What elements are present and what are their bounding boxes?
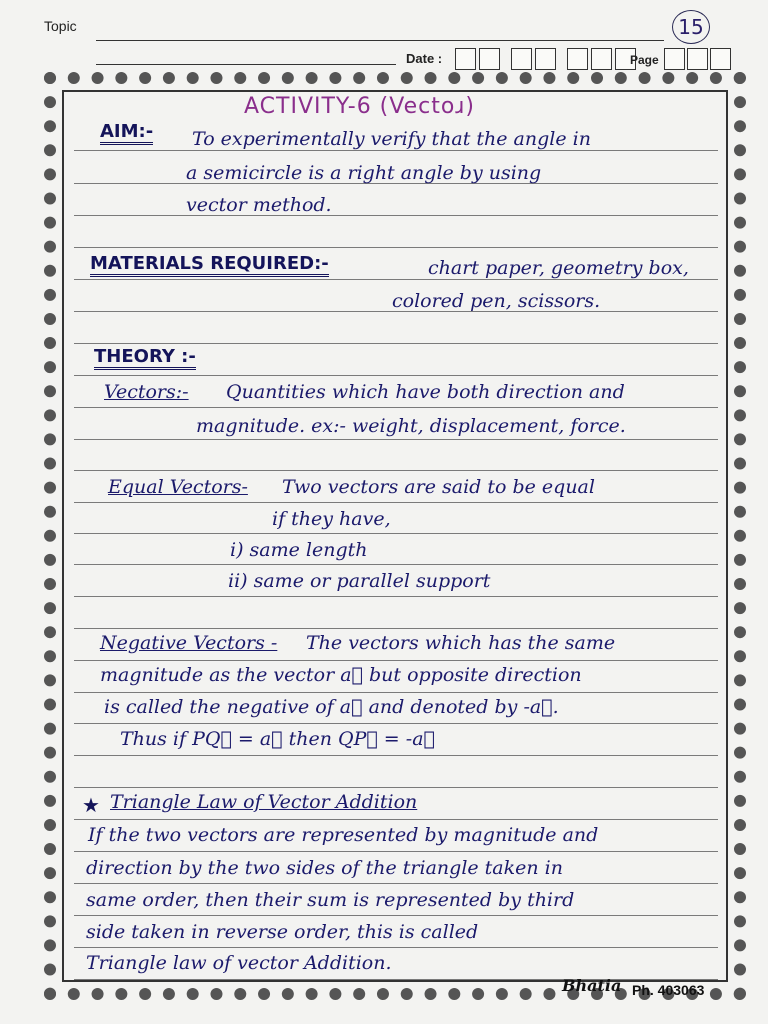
aim-line-3: vector method. (186, 194, 332, 216)
ruled-line (74, 819, 718, 820)
ruled-line (74, 564, 718, 565)
equal-line-4: ii) same or parallel support (228, 570, 491, 592)
date-box (567, 48, 588, 70)
ruled-line (74, 755, 718, 756)
date-line (96, 64, 396, 65)
brand-logo: Bhatia (562, 976, 622, 995)
inner-border (62, 90, 728, 982)
date-label: Date : (406, 51, 443, 66)
ruled-line (74, 150, 718, 151)
ruled-line (74, 979, 718, 980)
ruled-line (74, 628, 718, 629)
ruled-line (74, 502, 718, 503)
negative-vectors-label: Negative Vectors - (100, 632, 278, 654)
triangle-line-2: direction by the two sides of the triangle taken in (86, 857, 563, 879)
vectors-line-1: Quantities which have both direction and (226, 381, 625, 403)
page-box (664, 48, 685, 70)
equal-line-1: Two vectors are said to be equal (282, 476, 595, 498)
page-boxes (664, 48, 731, 70)
triangle-line-3: same order, then their sum is represented by third (86, 889, 575, 911)
ruled-line (74, 723, 718, 724)
negative-line-2: magnitude as the vector a⃗ but opposite direction (100, 664, 582, 686)
page-number-circle: 15 (672, 10, 710, 44)
activity-title: ACTIVITY-6 (Vectoɹ) (244, 94, 476, 119)
ruled-line (74, 915, 718, 916)
triangle-law-heading: Triangle Law of Vector Addition (110, 791, 418, 813)
ruled-line (74, 439, 718, 440)
equal-line-2: if they have, (272, 508, 391, 530)
page-label: Page (630, 53, 659, 67)
ruled-line (74, 851, 718, 852)
triangle-line-5: Triangle law of vector Addition. (86, 952, 392, 974)
ruled-line (74, 470, 718, 471)
ruled-line (74, 375, 718, 376)
date-box (591, 48, 612, 70)
ruled-line (74, 947, 718, 948)
topic-label: Topic (44, 18, 77, 34)
ruled-line (74, 279, 718, 280)
ruled-line (74, 660, 718, 661)
equal-vectors-label: Equal Vectors- (108, 476, 248, 498)
aim-heading: AIM:- (100, 121, 153, 145)
ruled-line (74, 692, 718, 693)
materials-heading: MATERIALS REQUIRED:- (90, 253, 329, 277)
ruled-line (74, 215, 718, 216)
date-box (535, 48, 556, 70)
negative-line-3: is called the negative of a⃗ and denoted by -a⃗. (104, 696, 559, 718)
theory-heading: THEORY :- (94, 346, 196, 370)
date-boxes (455, 48, 636, 70)
aim-line-1: To experimentally verify that the angle in (192, 128, 591, 150)
ruled-line (74, 533, 718, 534)
topic-line (96, 40, 664, 41)
triangle-line-4: side taken in reverse order, this is called (86, 921, 479, 943)
date-box (479, 48, 500, 70)
ruled-line (74, 407, 718, 408)
page-box (710, 48, 731, 70)
ruled-line (74, 596, 718, 597)
materials-line-1: chart paper, geometry box, (428, 257, 689, 279)
equal-line-3: i) same length (230, 539, 368, 561)
ruled-line (74, 343, 718, 344)
vectors-line-2: magnitude. ex:- weight, displacement, force. (196, 415, 626, 437)
date-box (511, 48, 532, 70)
materials-line-2: colored pen, scissors. (392, 290, 601, 312)
negative-line-4: Thus if PQ⃗ = a⃗ then QP⃗ = -a⃗ (120, 728, 435, 750)
page-box (687, 48, 708, 70)
vectors-label: Vectors:- (104, 381, 189, 403)
aim-line-2: a semicircle is a right angle by using (186, 162, 542, 184)
negative-line-1: The vectors which has the same (306, 632, 616, 654)
ruled-line (74, 787, 718, 788)
phone-number: Ph. 403063 (632, 982, 705, 998)
date-box (455, 48, 476, 70)
star-icon: ★ (82, 793, 100, 817)
triangle-line-1: If the two vectors are represented by magnitude and (88, 824, 599, 846)
ruled-line (74, 247, 718, 248)
ruled-line (74, 883, 718, 884)
